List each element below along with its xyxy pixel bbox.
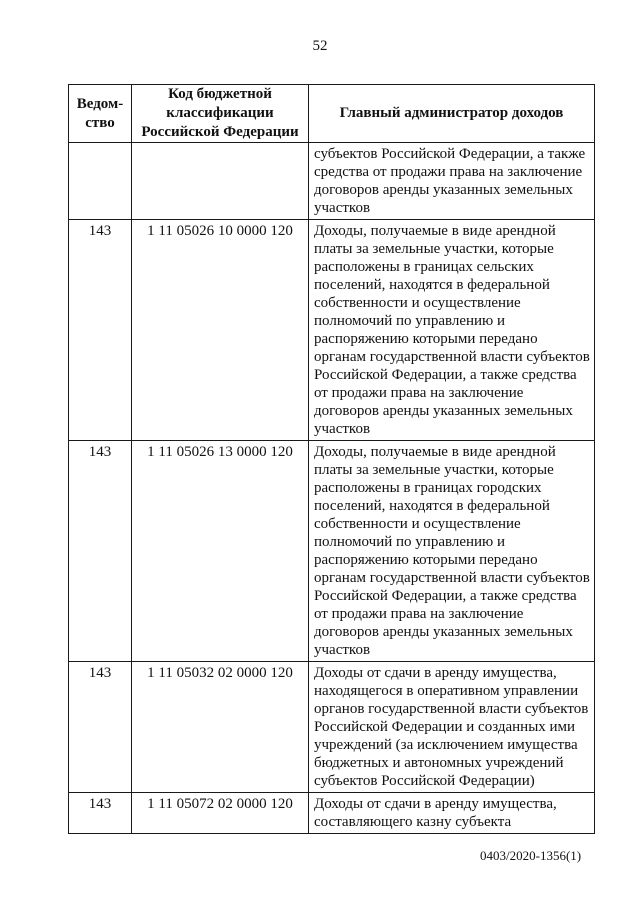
header-administrator: Главный администратор доходов <box>309 85 595 143</box>
administrator-cell: Доходы от сдачи в аренду имущества, находящегося в оперативном управлении органов государственной власти субъектов Российской Федерации и созданных ими учреждений (за исключением имущества бюджетных и автономных учреждений субъектов Российской Федерации) <box>309 662 595 793</box>
table-row <box>69 662 595 793</box>
budget-code-cell: 1 11 05026 10 0000 120 <box>132 220 309 441</box>
department-cell: 143 <box>69 662 132 793</box>
page-number: 52 <box>312 38 328 54</box>
department-cell <box>69 143 132 220</box>
table-row <box>69 441 595 662</box>
department-cell: 143 <box>69 441 132 662</box>
header-department: Ведом-ство <box>69 85 132 143</box>
budget-code-cell: 1 11 05032 02 0000 120 <box>132 662 309 793</box>
administrator-cell: субъектов Российской Федерации, а также средства от продажи права на заключение договоров аренды указанных земельных участков <box>309 143 595 220</box>
department-cell: 143 <box>69 220 132 441</box>
budget-code-cell: 1 11 05072 02 0000 120 <box>132 793 309 834</box>
administrator-cell: Доходы, получаемые в виде арендной платы за земельные участки, которые расположены в границах городских поселений, находятся в федеральной собственности и осуществление полномочий по управлению и распоряжению которыми передано органам государственной власти субъектов Российской Федерации, а также средства от продажи права на заключение договоров аренды указанных земельных участков <box>309 441 595 662</box>
revenue-classification-table <box>68 84 595 834</box>
administrator-cell: Доходы от сдачи в аренду имущества, составляющего казну субъекта <box>309 793 595 834</box>
document-registration-code: 0403/2020-1356(1) <box>480 848 582 863</box>
budget-code-cell <box>132 143 309 220</box>
table-row <box>69 793 595 834</box>
department-cell: 143 <box>69 793 132 834</box>
table-row <box>69 220 595 441</box>
header-budget-code: Код бюджетной классификации Российской Федерации <box>132 85 309 143</box>
administrator-cell: Доходы, получаемые в виде арендной платы за земельные участки, которые расположены в границах сельских поселений, находятся в федеральной собственности и осуществление полномочий по управлению и распоряжению которыми передано органам государственной власти субъектов Российской Федерации, а также средства от продажи права на заключение договоров аренды указанных земельных участков <box>309 220 595 441</box>
table-header-row <box>69 85 595 143</box>
table-row <box>69 143 595 220</box>
budget-code-cell: 1 11 05026 13 0000 120 <box>132 441 309 662</box>
